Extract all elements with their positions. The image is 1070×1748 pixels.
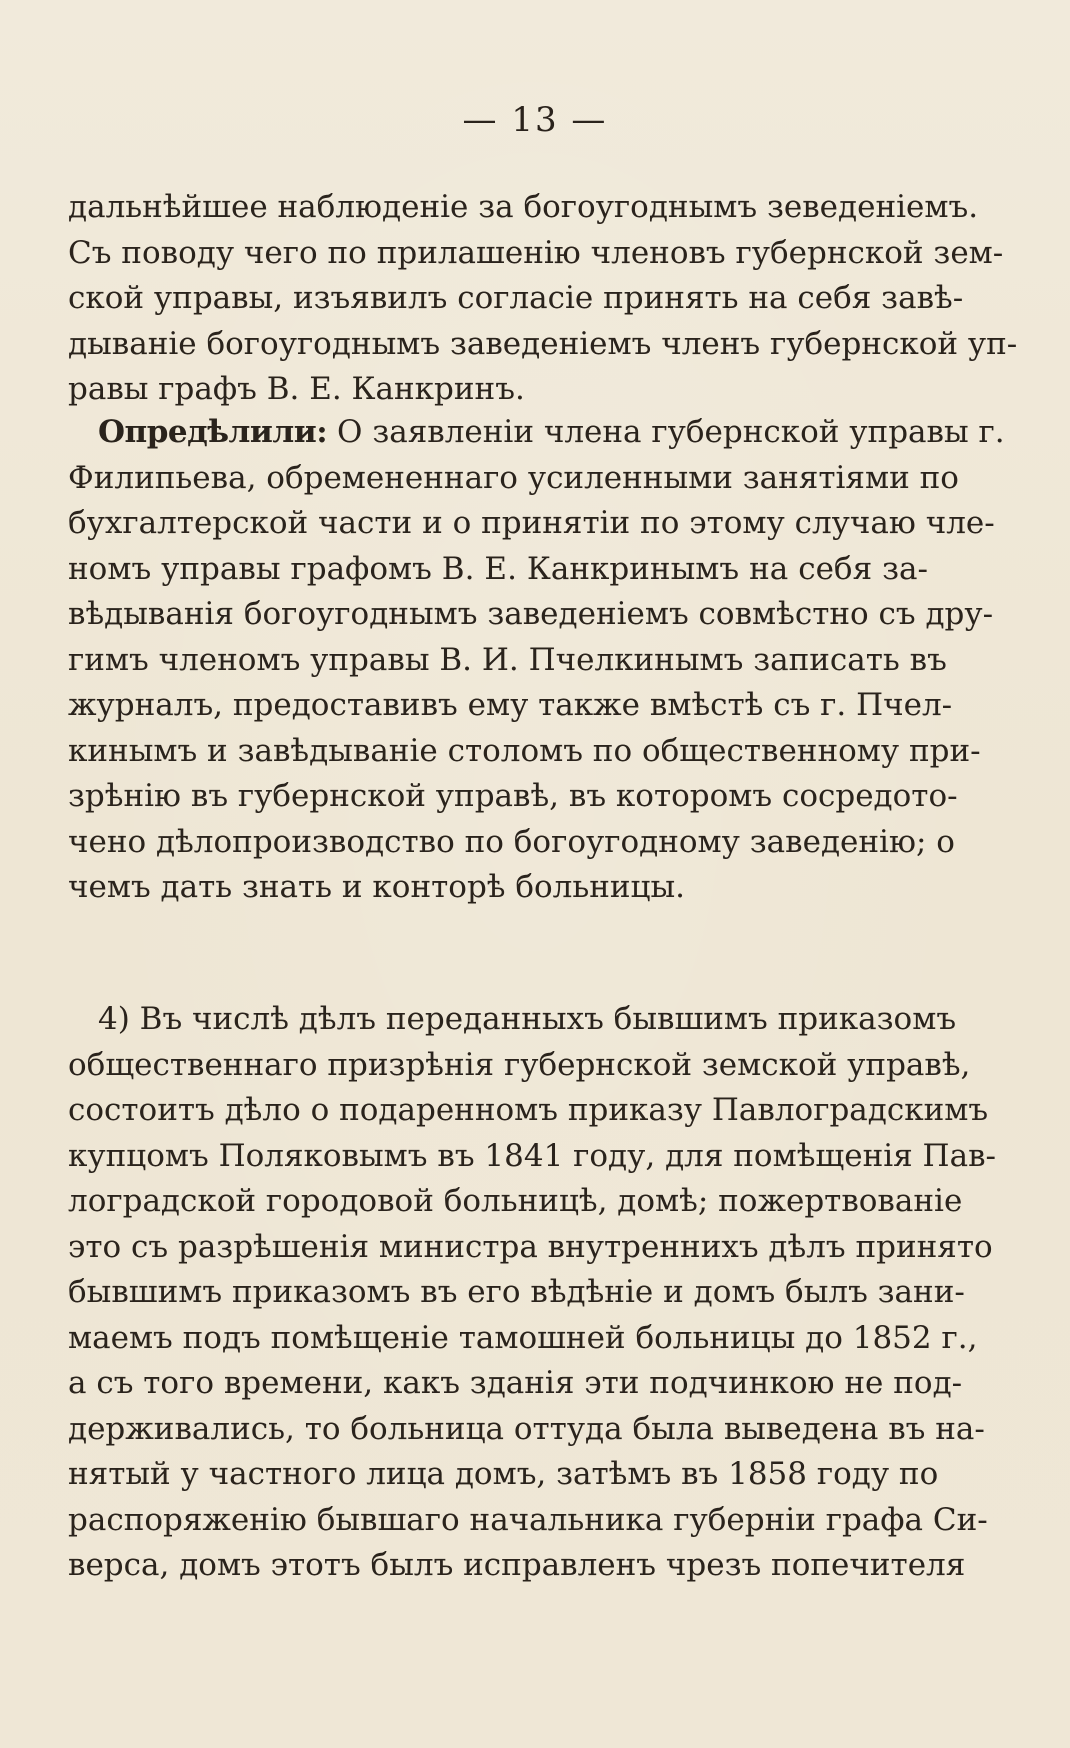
- text-line: маемъ подъ помѣщеніе тамошней больницы до 1852 г.,: [68, 1319, 978, 1356]
- text-line: бывшимъ приказомъ въ его вѣдѣніе и домъ былъ зани-: [68, 1274, 965, 1310]
- paragraph-2-resolution: [68, 410, 1005, 911]
- text-line: купцомъ Поляковымъ въ 1841 году, для помѣщенія Пав-: [68, 1137, 997, 1174]
- text-line: лоградской городовой больницѣ, домѣ; пожертвованіе: [68, 1183, 963, 1219]
- text-line: держивались, то больница оттуда была выведена въ на-: [68, 1410, 985, 1447]
- text-line: Съ поводу чего по прилашенію членовъ губернской зем-: [68, 234, 1004, 271]
- paragraph-1: [68, 185, 1018, 413]
- text-line: общественнаго призрѣнія губернской земской управѣ,: [68, 1046, 971, 1083]
- text-line: номъ управы графомъ В. Е. Канкринымъ на себя за-: [68, 550, 928, 587]
- text-line: распоряженію бывшаго начальника губерніи графа Си-: [68, 1501, 988, 1538]
- text-line: кинымъ и завѣдываніе столомъ по общественному при-: [68, 732, 981, 769]
- text-line: верса, домъ этотъ былъ исправленъ чрезъ попечителя: [68, 1547, 966, 1583]
- text-line: а съ того времени, какъ зданія эти подчинкою не под-: [68, 1365, 963, 1401]
- page-number: — 13 —: [462, 100, 608, 140]
- text-line: дываніе богоугоднымъ заведеніемъ членъ губернской уп-: [68, 325, 1018, 362]
- resolution-heading: Опредѣлили:: [98, 414, 328, 450]
- text-line: бухгалтерской части и о принятіи по этому случаю чле-: [68, 505, 995, 541]
- text-line: это съ разрѣшенія министра внутреннихъ дѣлъ принято: [68, 1228, 993, 1265]
- paragraph-3: [68, 997, 997, 1589]
- text-line: нятый у частного лица домъ, затѣмъ въ 1858 году по: [68, 1456, 939, 1492]
- text-line: зрѣнію въ губернской управѣ, въ которомъ сосредото-: [68, 778, 958, 814]
- text-line: дальнѣйшее наблюденіе за богоугоднымъ зеведеніемъ.: [68, 189, 979, 225]
- text-line: гимъ членомъ управы В. И. Пчелкинымъ записать въ: [68, 641, 947, 678]
- resolution-first-line-text: О заявленіи члена губернской управы г.: [327, 414, 1005, 450]
- text-line: ской управы, изъявилъ согласіе принять на себя завѣ-: [68, 280, 964, 316]
- resolution-first-line: [68, 410, 1005, 456]
- text-line: состоитъ дѣло о подаренномъ приказу Павлоградскимъ: [68, 1092, 989, 1128]
- text-line: 4) Въ числѣ дѣлъ переданныхъ бывшимъ приказомъ: [98, 1001, 957, 1037]
- text-line: чено дѣлопроизводство по богоугодному заведенію; о: [68, 823, 955, 860]
- text-line: Филипьева, обремененнаго усиленными занятіями по: [68, 459, 959, 496]
- text-line: журналъ, предоставивъ ему также вмѣстѣ съ г. Пчел-: [68, 687, 953, 723]
- text-line: чемъ дать знать и конторѣ больницы.: [68, 869, 686, 905]
- text-line: вѣдыванія богоугоднымъ заведеніемъ совмѣстно съ дру-: [68, 596, 994, 632]
- text-line: равы графъ В. Е. Канкринъ.: [68, 371, 525, 407]
